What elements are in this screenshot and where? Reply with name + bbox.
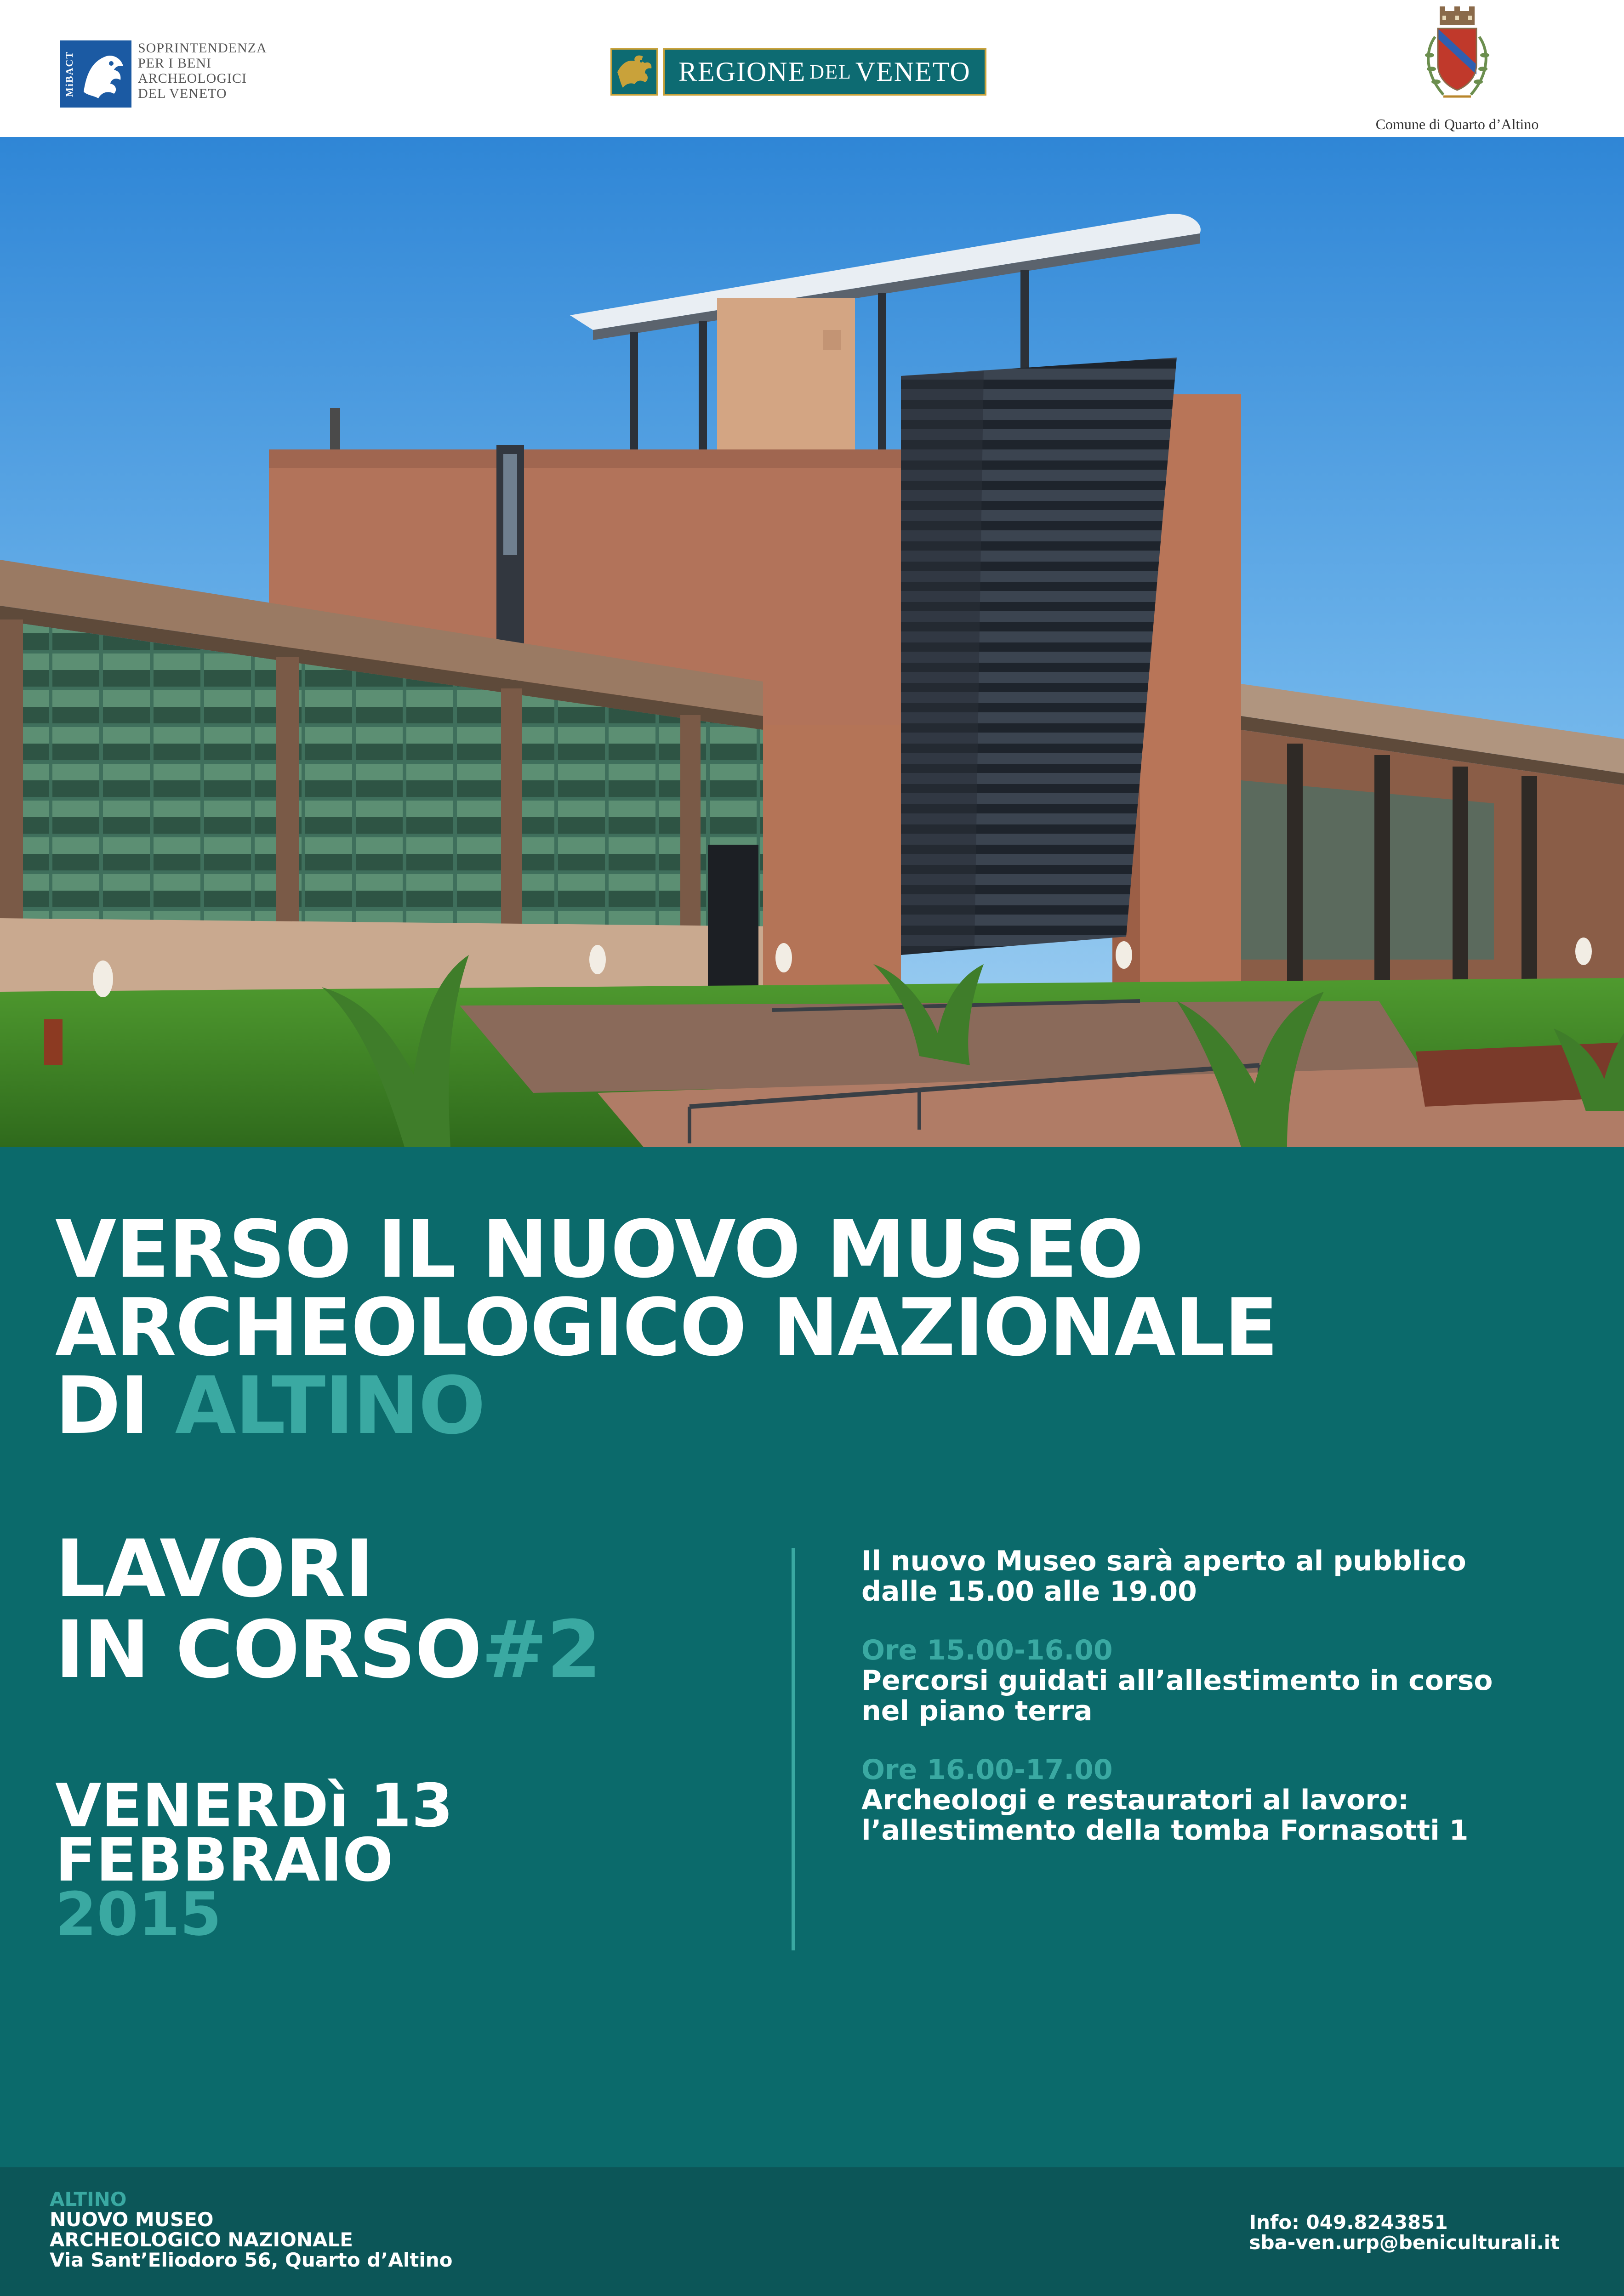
title-line: ARCHEOLOGICO NAZIONALE	[55, 1281, 1277, 1374]
title-prefix: DI	[55, 1359, 175, 1452]
veneto-word: VENETO	[855, 56, 971, 87]
event-name-line-2	[55, 1603, 601, 1696]
title-accent-altino: ALTINO	[175, 1359, 485, 1452]
slot-description: Percorsi guidati all’allestimento in corso	[861, 1665, 1493, 1697]
soprintendenza-line: PER I BENI	[138, 56, 211, 71]
slot-description: l’allestimento della tomba Fornasotti 1	[861, 1814, 1469, 1847]
comune-logo	[1361, 5, 1554, 133]
event-name	[55, 1523, 601, 1696]
del-word: DEL	[809, 60, 852, 83]
date-month: FEBBRAIO	[55, 1825, 393, 1895]
municipal-coat-of-arms-icon	[1411, 5, 1503, 111]
regione-word: REGIONE	[678, 56, 806, 87]
header-bar	[0, 0, 1624, 137]
schedule-intro	[861, 1546, 1578, 1607]
footer-address: Via Sant’Eliodoro 56, Quarto d’Altino	[50, 2249, 453, 2271]
slot-description: nel piano terra	[861, 1695, 1093, 1727]
event-name-line: LAVORI	[55, 1523, 373, 1615]
soprintendenza-logo	[60, 40, 267, 108]
title-line: VERSO IL NUOVO MUSEO	[55, 1203, 1143, 1296]
schedule-slot	[861, 1755, 1578, 1846]
event-date	[55, 1771, 453, 1949]
soprintendenza-line: DEL VENETO	[138, 86, 227, 101]
mibact-mark-text: MiBACT	[63, 51, 75, 97]
event-panel	[0, 1147, 1624, 2167]
contact-info	[1249, 2212, 1560, 2253]
footer-place: ALTINO	[50, 2188, 127, 2211]
soprintendenza-line: ARCHEOLOGICI	[138, 71, 247, 86]
footer-line: NUOVO MUSEO	[50, 2208, 214, 2231]
soprintendenza-name	[138, 40, 267, 101]
museum-building-photo	[0, 137, 1624, 1147]
schedule-intro-line: Il nuovo Museo sarà aperto al pubblico	[861, 1545, 1466, 1577]
title-line-3	[55, 1359, 1277, 1452]
poster-title	[55, 1203, 1277, 1452]
event-name-text: IN CORSO	[55, 1603, 481, 1696]
footer-bar	[0, 2167, 1624, 2296]
slot-time: Ore 16.00-17.00	[861, 1754, 1113, 1786]
date-year: 2015	[55, 1879, 222, 1949]
regione-veneto-banner	[663, 48, 986, 96]
date-day: VENERDì 13	[55, 1771, 453, 1841]
lion-of-st-mark-icon	[60, 40, 131, 108]
museum-address	[50, 2189, 452, 2270]
contact-email[interactable]: sba-ven.urp@beniculturali.it	[1249, 2231, 1560, 2254]
contact-phone: Info: 049.8243851	[1249, 2211, 1448, 2233]
soprintendenza-line: SOPRINTENDENZA	[138, 40, 267, 56]
slot-description: Archeologi e restauratori al lavoro:	[861, 1784, 1409, 1816]
schedule-intro-line: dalle 15.00 alle 19.00	[861, 1575, 1197, 1608]
event-number: #2	[481, 1603, 601, 1696]
column-divider	[792, 1548, 795, 1950]
schedule-slot	[861, 1635, 1578, 1726]
footer-line: ARCHEOLOGICO NAZIONALE	[50, 2228, 353, 2251]
comune-name: Comune di Quarto d’Altino	[1375, 116, 1539, 132]
schedule	[861, 1546, 1578, 1874]
slot-time: Ore 15.00-16.00	[861, 1634, 1113, 1666]
regione-veneto-logo	[610, 48, 986, 96]
winged-lion-shield-icon	[610, 48, 658, 96]
